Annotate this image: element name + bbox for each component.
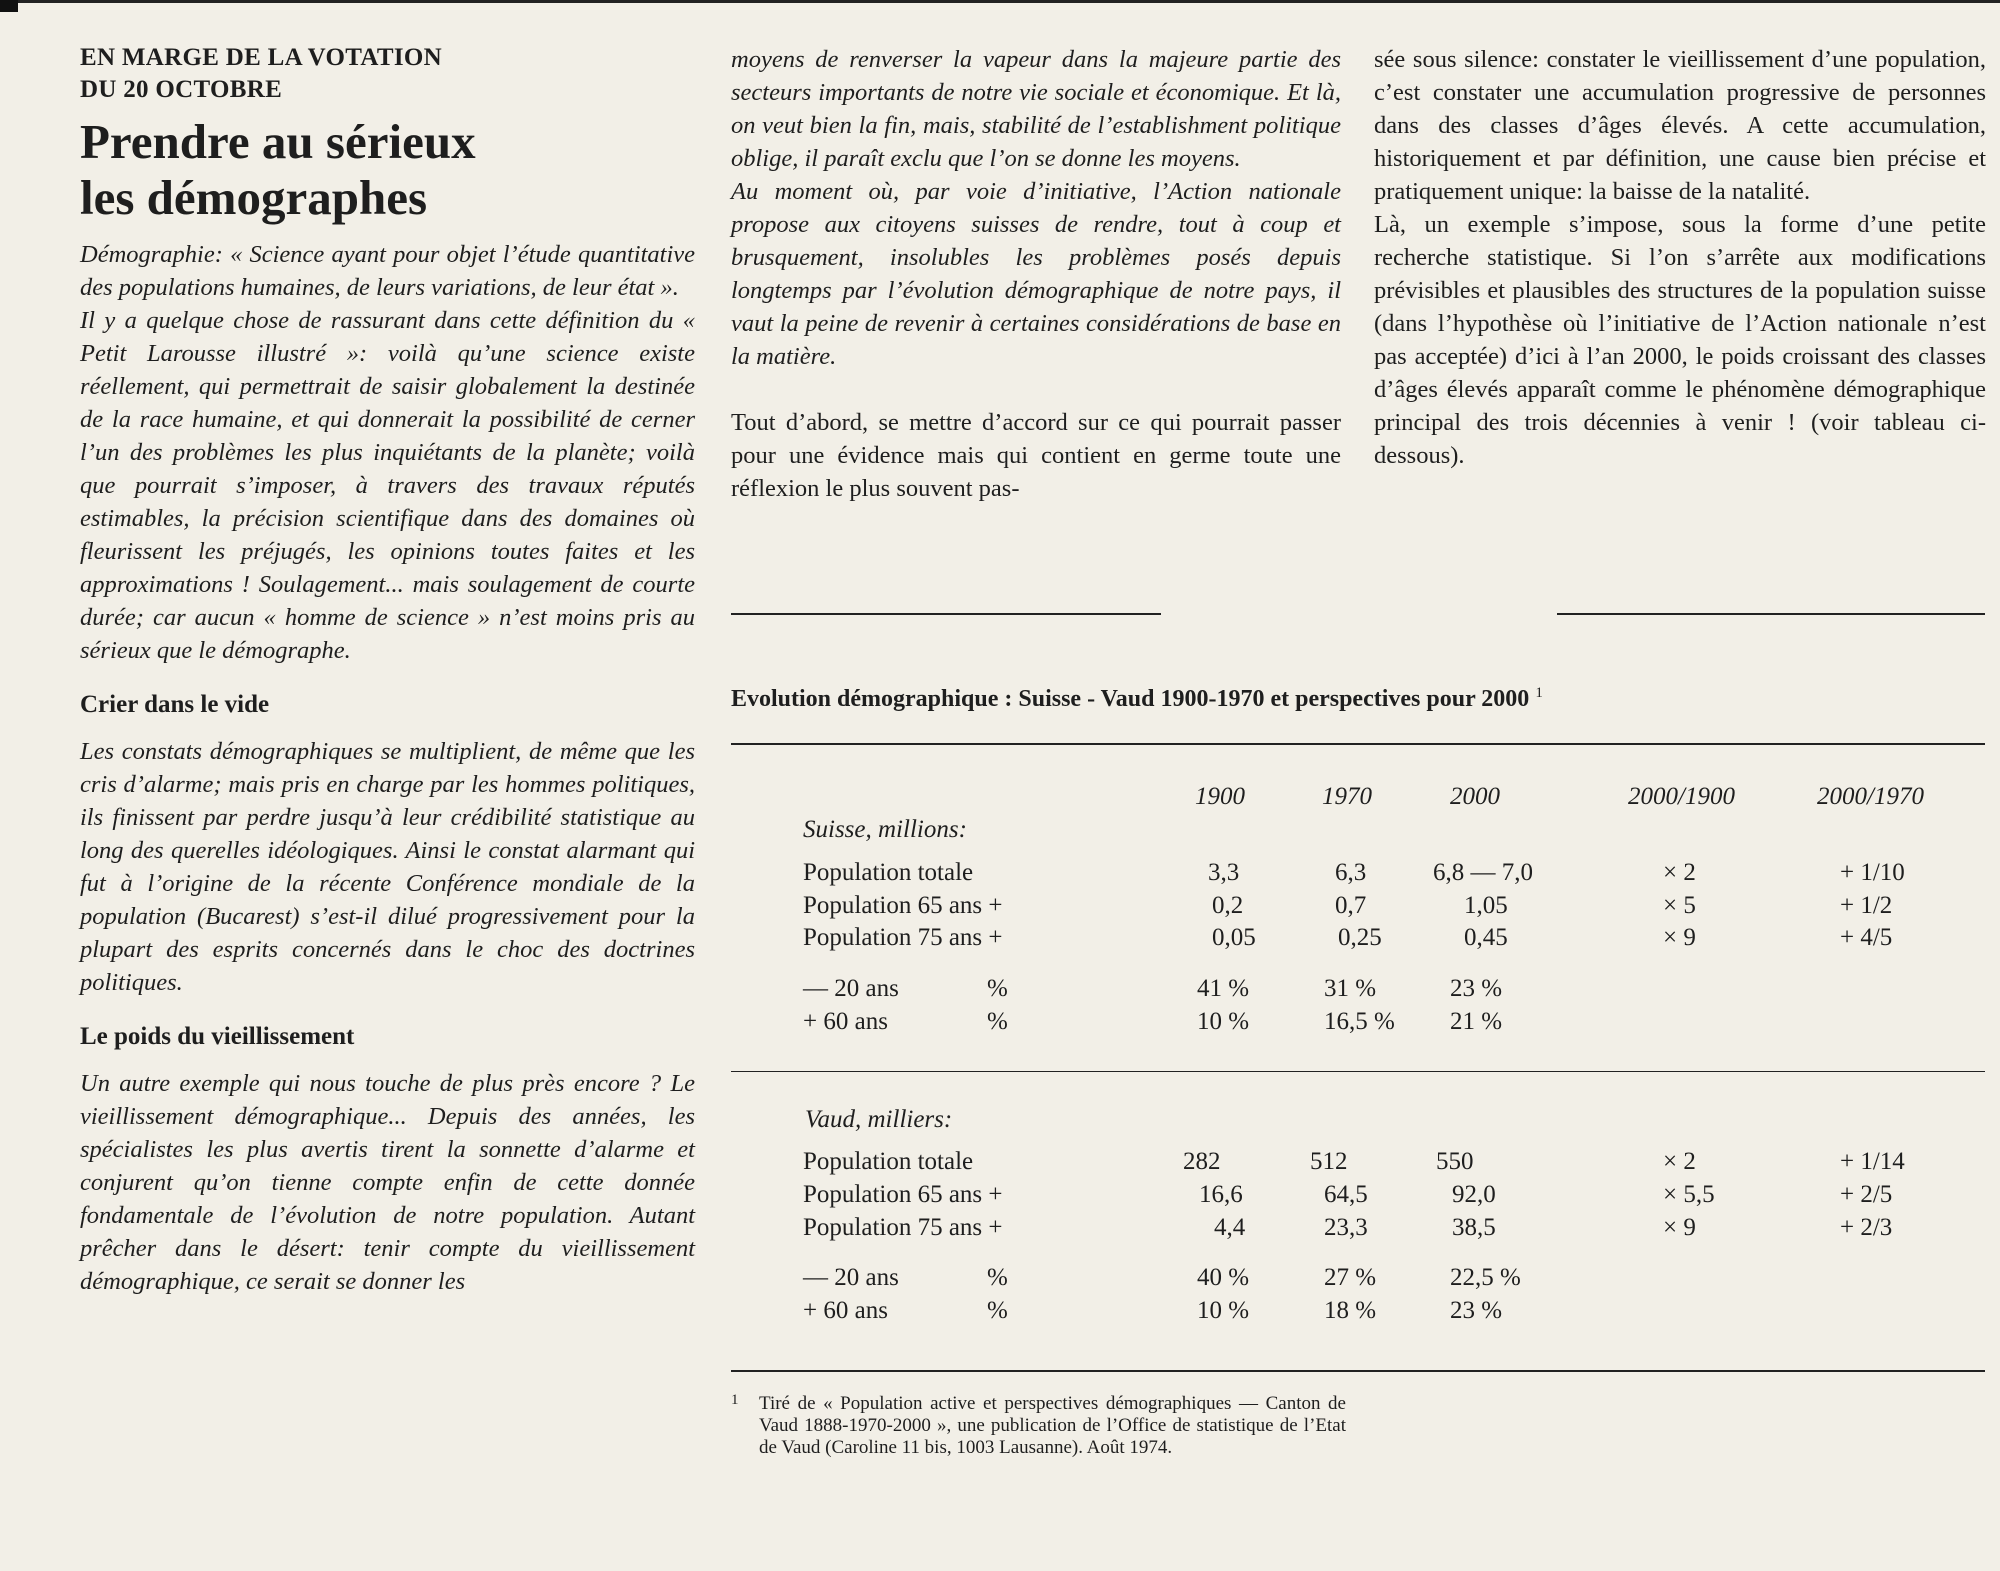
table-row-label: — 20 ans [803,1264,899,1291]
table-cell: + 1/2 [1840,892,1893,919]
table-cell: 6,3 [1335,859,1367,886]
table-row-label: Population 75 ans + [803,924,1003,951]
table-cell: 0,7 [1335,892,1367,919]
section-2-paragraph: Un autre exemple qui nous touche de plus près encore ? Le vieillissement démographique... Depuis des années, les spécialistes les plus avertis tirent la sonnette d’alarme et conjurent qu’on tienne compte enfin de cette donnée fondamentale de l’évolution de notre population. Autant prêcher dans le désert: tenir compte du vieillissement démographique, ce serait se donner les [80,1070,695,1295]
table-cell: × 9 [1663,1214,1696,1241]
table-cell: 4,4 [1214,1214,1246,1241]
col-header-1970: 1970 [1322,783,1372,810]
footnote [731,1393,1346,1459]
table-cell: 282 [1183,1148,1221,1175]
table-cell: 10 % [1197,1008,1250,1035]
table-row-label: Population totale [803,1148,974,1175]
table-cell: 1,05 [1464,892,1508,919]
col3-paragraph-2: Là, un exemple s’impose, sous la forme d’une petite recherche statistique. Si l’on s’arrête aux modifications prévisibles et plausibles des structures de la population suisse (dans l’hypothèse où l’initiative de l’Action nationale n’est pas acceptée) d’ici à l’an 2000, le poids croissant des classes d’âges élevés apparaît comme le phénomène démographique principal des trois décennies à venir ! (voir tableau ci-dessous). [1374,211,1986,469]
table-cell: 18 % [1324,1297,1377,1324]
col2-paragraph-3: Tout d’abord, se mettre d’accord sur ce qui pourrait passer pour une évidence mais qui contient en germe toute une réflexion le plus souvent pas- [731,409,1341,502]
col-header-1900: 1900 [1195,783,1245,810]
subhead-vieillissement: Le poids du vieillissement [80,1023,355,1050]
section-1-paragraph: Les constats démographiques se multiplient, de même que les cris d’alarme; mais pris en charge par les hommes politiques, ils finissent par perdre jusqu’à leur crédibilité statistique au long des querelles idéologiques. Ainsi le constat alarmant qui fut à l’origine de la récente Conférence mondiale de la population (Bucarest) s’est-il dilué progressivement pour la plupart des esprits concernés dans le choc des doctrines politiques. [80,738,695,996]
col-header-2000: 2000 [1450,783,1500,810]
section-label-suisse: Suisse, millions: [803,816,967,843]
table-cell: 16,6 [1199,1181,1243,1208]
subhead-crier: Crier dans le vide [80,691,270,718]
table-cell: % [987,1008,1008,1035]
kicker-line-2: DU 20 OCTOBRE [80,76,283,103]
top-border [0,0,2000,3]
col-header-2000-1900: 2000/1900 [1628,783,1735,810]
table-cell: 41 % [1197,975,1250,1002]
kicker-line-1: EN MARGE DE LA VOTATION [80,44,443,71]
headline-line-1: Prendre au sérieux [80,114,476,169]
col2-paragraph-2: Au moment où, par voie d’initiative, l’Action nationale propose aux citoyens suisses de rendre, tout à coup et brusquement, insolubles les problèmes posés depuis longtemps par l’évolution démographique de notre pays, il vaut la peine de revenir à certaines considérations de base en la matière. [731,178,1341,370]
table-title-text: Evolution démographique : Suisse - Vaud 1900-1970 et perspectives pour 2000 [731,686,1530,712]
table-cell: 23,3 [1324,1214,1368,1241]
section-label-vaud: Vaud, milliers: [805,1106,953,1133]
table-cell: 512 [1310,1148,1348,1175]
table-row-label: + 60 ans [803,1297,888,1324]
table-cell: 92,0 [1452,1181,1496,1208]
col-header-2000-1970: 2000/1970 [1817,783,1924,810]
table-cell: 0,05 [1212,924,1256,951]
table-cell: % [987,975,1008,1002]
col3-paragraph-1: sée sous silence: constater le vieillissement d’une population, c’est constater une accumulation progressive de personnes dans des classes d’âges élevés. A cette accumulation, historiquement et par définition, une cause bien précise et pratiquement unique: la baisse de la natalité. [1374,46,1986,205]
table-cell: 27 % [1324,1264,1377,1291]
table-row-label: — 20 ans [803,975,899,1002]
divider-left [731,613,1161,615]
table-cell: × 2 [1663,1148,1696,1175]
table-row-label: Population 65 ans + [803,1181,1003,1208]
table-row-label: Population totale [803,859,974,886]
table-cell: 0,25 [1338,924,1382,951]
table-cell: 38,5 [1452,1214,1496,1241]
table-cell: 22,5 % [1450,1264,1521,1291]
table-cell: 0,45 [1464,924,1508,951]
column-3 [1374,43,1986,472]
table-cell: + 2/3 [1840,1214,1893,1241]
section-1 [80,735,695,999]
table-cell: + 2/5 [1840,1181,1893,1208]
intro [80,238,695,667]
table-cell: % [987,1264,1008,1291]
table-row-label: Population 75 ans + [803,1214,1003,1241]
column-2 [731,43,1341,505]
table-cell: 550 [1436,1148,1474,1175]
section-2 [80,1067,695,1298]
col2-paragraph-1: moyens de renverser la vapeur dans la majeure partie des secteurs importants de notre vie sociale et économique. Et là, on veut bien la fin, mais, stabilité de l’establishment politique oblige, il paraît exclu que l’on se donne les moyens. [731,46,1341,172]
table-cell: 10 % [1197,1297,1250,1324]
corner-mark [0,0,18,12]
table-cell: × 5 [1663,892,1696,919]
divider-right [1557,613,1985,615]
footnote-text: Tiré de « Population active et perspectives démographiques — Canton de Vaud 1888-1970-2000 », une publication de l’Office de statistique de l’Etat de Vaud (Caroline 11 bis, 1003 Lausanne). Août 1974. [759,1393,1346,1458]
table-cell: 40 % [1197,1264,1250,1291]
table-cell: 0,2 [1212,892,1244,919]
column-1 [80,42,695,1298]
kicker [80,42,695,106]
table-cell: 64,5 [1324,1181,1368,1208]
table-cell: 31 % [1324,975,1377,1002]
table-cell: 6,8 — 7,0 [1433,859,1533,886]
table-cell: + 1/14 [1840,1148,1905,1175]
table-cell: + 4/5 [1840,924,1893,951]
table-top-rule [731,743,1985,745]
table-title-note: 1 [1535,685,1543,701]
footnote-marker: 1 [731,1392,739,1408]
table-row-label: Population 65 ans + [803,892,1003,919]
table-cell: 23 % [1450,1297,1503,1324]
table-bottom-rule [731,1370,1985,1372]
table-cell: % [987,1297,1008,1324]
table-cell: 21 % [1450,1008,1503,1035]
table-title [731,685,1543,713]
table-cell: × 9 [1663,924,1696,951]
intro-paragraph-1: Démographie: « Science ayant pour objet l’étude quantitative des populations humaines, de leurs variations, de leur état ». [80,241,695,301]
table-row-label: + 60 ans [803,1008,888,1035]
table-cell: 23 % [1450,975,1503,1002]
headline-line-2: les démographes [80,170,428,225]
table-cell: 16,5 % [1324,1008,1395,1035]
intro-paragraph-2: Il y a quelque chose de rassurant dans cette définition du « Petit Larousse illustré »: voilà qu’une science existe réellement, qui permettrait de saisir globalement la destinée de la race humaine, et qui donnerait la possibilité de cerner l’un des problèmes les plus inquiétants de la planète; voilà que pourrait s’imposer, à travers des travaux réputés estimables, la précision scientifique dans des domaines où fleurissent les préjugés, les opinions toutes faites et les approximations ! Soulagement... mais soulagement de courte durée; car aucun « homme de science » n’est moins pris au sérieux que le démographe. [80,307,695,664]
table-cell: 3,3 [1208,859,1240,886]
table-mid-rule [731,1071,1985,1072]
table-cell: × 5,5 [1663,1181,1715,1208]
table-cell: + 1/10 [1840,859,1905,886]
headline [80,114,695,226]
table-cell: × 2 [1663,859,1696,886]
